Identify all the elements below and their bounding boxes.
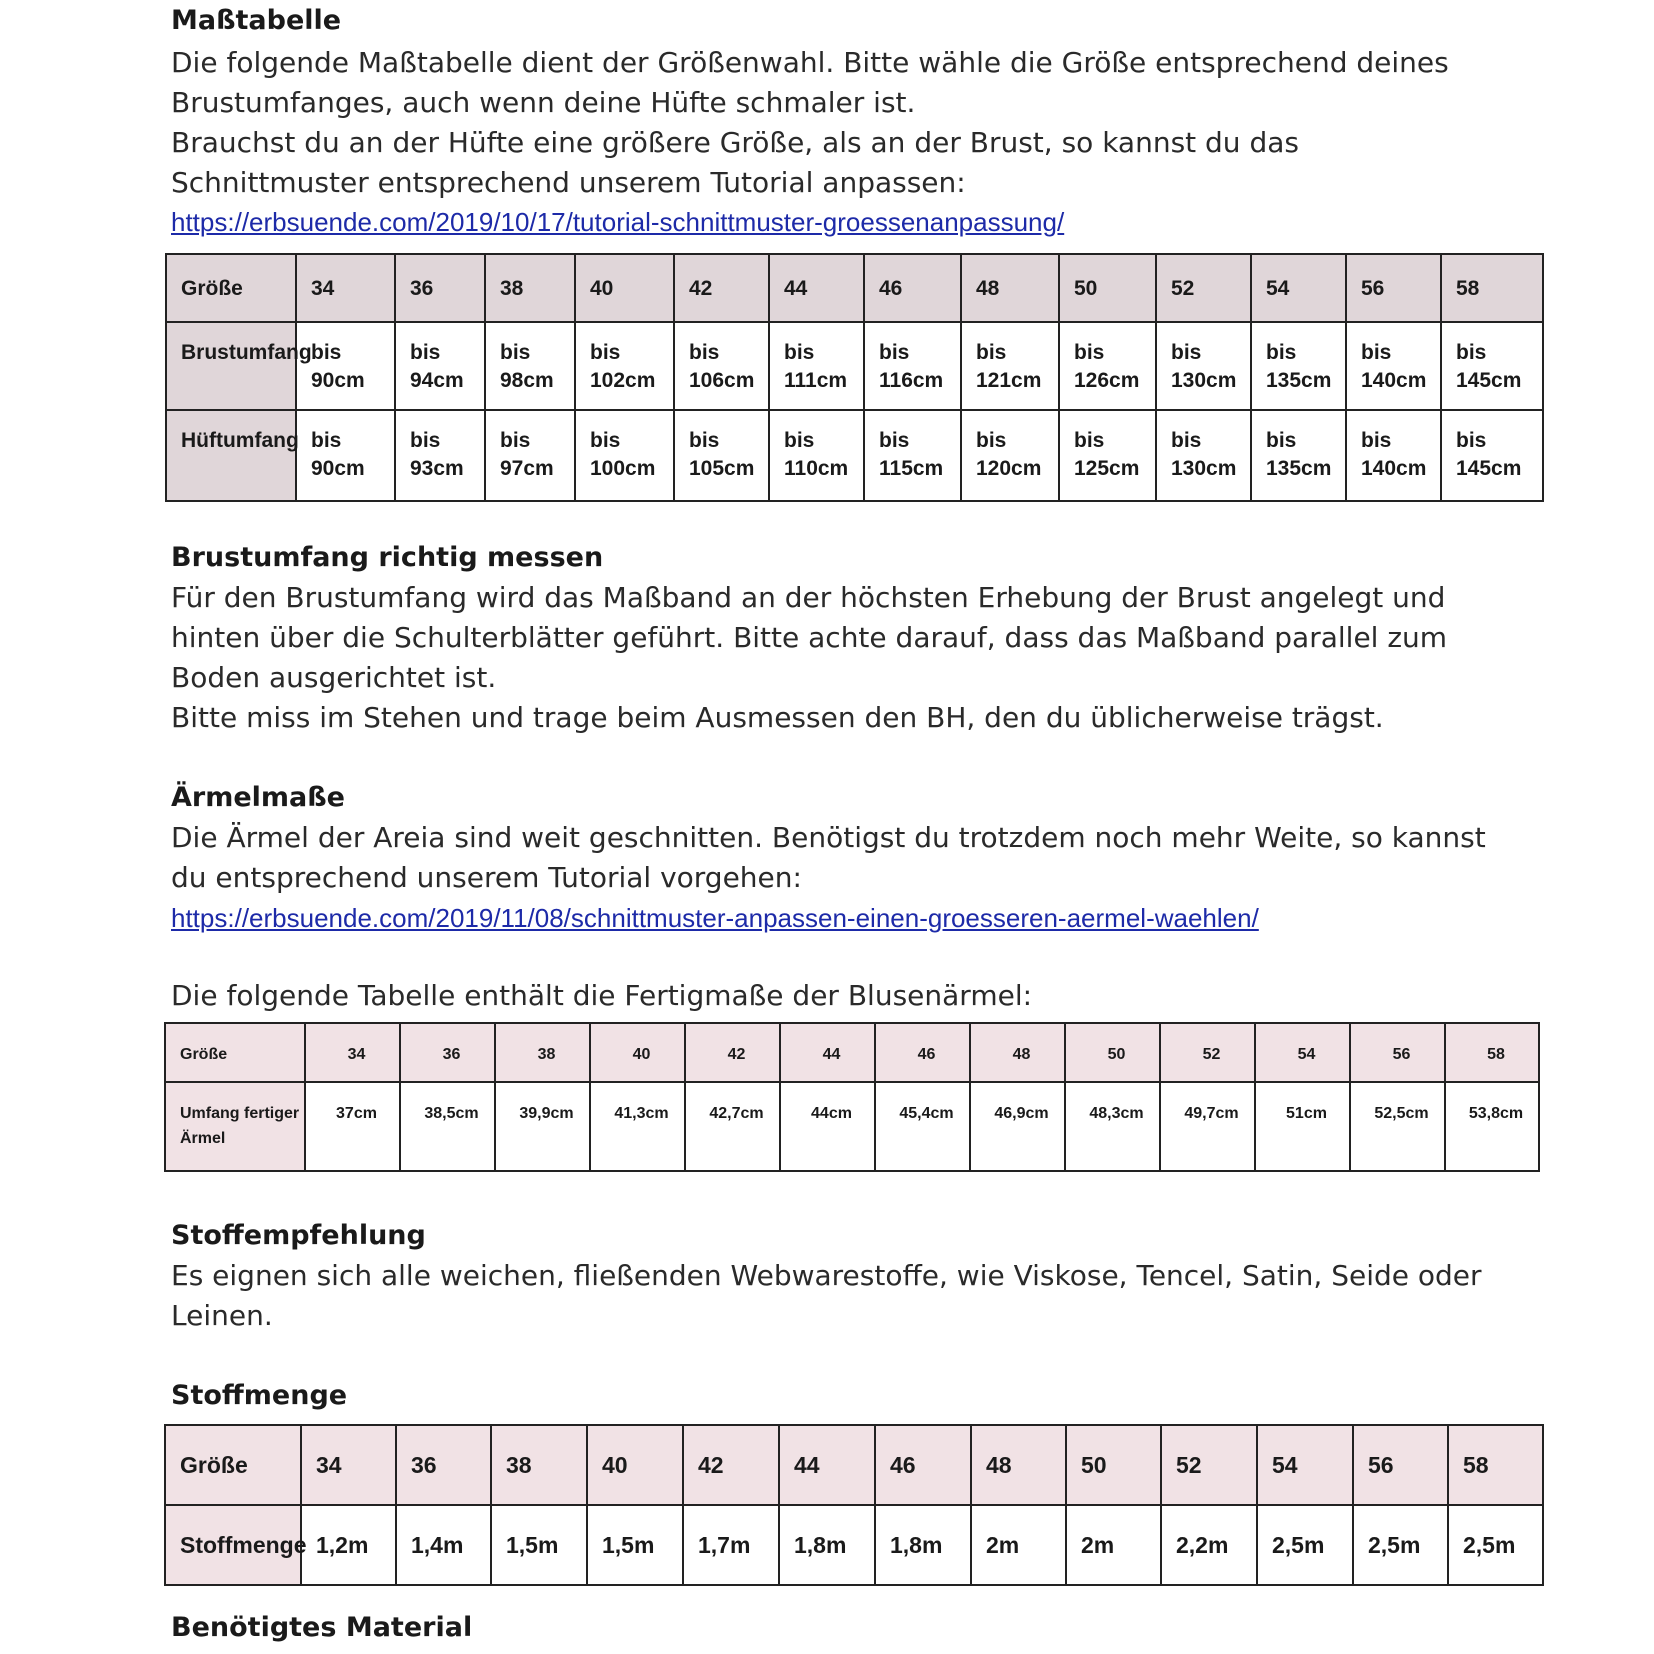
- text-line: Boden ausgerichtet ist.: [171, 661, 497, 694]
- table-cell: bis 94cm: [395, 322, 485, 410]
- table-cell: bis 115cm: [864, 410, 961, 501]
- size-table-header-cell: 40: [575, 254, 674, 322]
- table-cell: bis 106cm: [674, 322, 769, 410]
- table-cell: 1,2m: [301, 1505, 396, 1585]
- fabric-table-header-cell: 52: [1161, 1425, 1257, 1505]
- text-line: Schnittmuster entsprechend unserem Tutorial anpassen:: [171, 166, 966, 199]
- sleeve-table-header-cell: 50: [1065, 1023, 1160, 1082]
- text-line: Brustumfanges, auch wenn deine Hüfte schmaler ist.: [171, 86, 916, 119]
- row-label: Stoffmenge: [165, 1505, 301, 1585]
- table-cell: 1,7m: [683, 1505, 779, 1585]
- sleeve-table: [164, 1022, 1540, 1172]
- sleeve-table-header-cell: 58: [1445, 1023, 1539, 1082]
- fabric-table-header-cell: 56: [1353, 1425, 1448, 1505]
- size-table-header-cell: Größe: [166, 254, 296, 322]
- size-table-header-cell: 50: [1059, 254, 1156, 322]
- fabric-table-row: [165, 1505, 1543, 1585]
- sleeve-table-row: [165, 1082, 1539, 1171]
- fabric-table-header-cell: 44: [779, 1425, 875, 1505]
- fabric-table-header-cell: 48: [971, 1425, 1066, 1505]
- table-cell: 53,8cm: [1445, 1082, 1539, 1171]
- sleeve-table-header-cell: Größe: [165, 1023, 305, 1082]
- sleeve-table-header-cell: 54: [1255, 1023, 1350, 1082]
- sleeve-table-header-cell: 46: [875, 1023, 970, 1082]
- table-cell: 51cm: [1255, 1082, 1350, 1171]
- stoffempfehlung-heading: Stoffempfehlung: [171, 1220, 426, 1251]
- sleeve-table-header-cell: 44: [780, 1023, 875, 1082]
- size-table-header-row: [166, 254, 1543, 322]
- text-line: hinten über die Schulterblätter geführt. Bitte achte darauf, dass das Maßband parallel zum: [171, 621, 1448, 654]
- table-cell: 45,4cm: [875, 1082, 970, 1171]
- table-cell: 39,9cm: [495, 1082, 590, 1171]
- text-line: Brauchst du an der Hüfte eine größere Größe, als an der Brust, so kannst du das: [171, 126, 1299, 159]
- size-table-header-cell: 58: [1441, 254, 1543, 322]
- stoffempfehlung-text: [171, 1256, 1571, 1336]
- table-cell: bis 93cm: [395, 410, 485, 501]
- size-table-header-cell: 52: [1156, 254, 1251, 322]
- row-label: Hüftumfang: [166, 410, 296, 501]
- table-cell: 42,7cm: [685, 1082, 780, 1171]
- size-table-header-cell: 36: [395, 254, 485, 322]
- fabric-table-header-cell: 54: [1257, 1425, 1353, 1505]
- row-label: Brustumfang: [166, 322, 296, 410]
- text-line: Für den Brustumfang wird das Maßband an der höchsten Erhebung der Brust angelegt und: [171, 581, 1446, 614]
- table-cell: 1,4m: [396, 1505, 491, 1585]
- brustumfang-text: [171, 578, 1571, 738]
- aermel-link[interactable]: https://erbsuende.com/2019/11/08/schnittmuster-anpassen-einen-groesseren-aermel-waehlen/: [171, 903, 1259, 933]
- table-cell: bis 90cm: [296, 322, 395, 410]
- row-label: Umfang fertiger Ärmel: [165, 1082, 305, 1171]
- table-cell: 2m: [971, 1505, 1066, 1585]
- table-cell: bis 120cm: [961, 410, 1059, 501]
- fabric-table-header-cell: Größe: [165, 1425, 301, 1505]
- table-cell: bis 130cm: [1156, 410, 1251, 501]
- sleeve-table-header-cell: 52: [1160, 1023, 1255, 1082]
- table-cell: bis 110cm: [769, 410, 864, 501]
- table-cell: 38,5cm: [400, 1082, 495, 1171]
- table-cell: 41,3cm: [590, 1082, 685, 1171]
- sleeve-table-header-cell: 42: [685, 1023, 780, 1082]
- table-cell: bis 111cm: [769, 322, 864, 410]
- table-cell: bis 126cm: [1059, 322, 1156, 410]
- fabric-table-header-cell: 58: [1448, 1425, 1543, 1505]
- sleeve-table-header-cell: 34: [305, 1023, 400, 1082]
- table-cell: 1,5m: [587, 1505, 683, 1585]
- fabric-table: [164, 1424, 1544, 1586]
- text-line: Leinen.: [171, 1299, 273, 1332]
- groessenanpassung-link[interactable]: https://erbsuende.com/2019/10/17/tutorial-schnittmuster-groessenanpassung/: [171, 207, 1065, 237]
- table-cell: 44cm: [780, 1082, 875, 1171]
- size-table-header-cell: 46: [864, 254, 961, 322]
- aermel-heading: Ärmelmaße: [171, 782, 345, 813]
- table-cell: bis 140cm: [1346, 322, 1441, 410]
- text-line: Es eignen sich alle weichen, fließenden Webwarestoffe, wie Viskose, Tencel, Satin, Seide oder: [171, 1259, 1482, 1292]
- table-cell: bis 135cm: [1251, 322, 1346, 410]
- size-table-row-hueftumfang: [166, 410, 1543, 501]
- table-cell: bis 100cm: [575, 410, 674, 501]
- table-cell: 1,8m: [875, 1505, 971, 1585]
- sleeve-table-header-row: [165, 1023, 1539, 1082]
- table-cell: bis 116cm: [864, 322, 961, 410]
- masstabelle-heading: Maßtabelle: [171, 5, 342, 36]
- fabric-table-header-row: [165, 1425, 1543, 1505]
- text-line: du entsprechend unserem Tutorial vorgehen:: [171, 861, 802, 894]
- fabric-table-header-cell: 46: [875, 1425, 971, 1505]
- material-heading: Benötigtes Material: [171, 1612, 473, 1643]
- size-table: [165, 253, 1544, 502]
- sleeve-table-header-cell: 48: [970, 1023, 1065, 1082]
- size-table-header-cell: 54: [1251, 254, 1346, 322]
- table-cell: bis 98cm: [485, 322, 575, 410]
- table-cell: bis 135cm: [1251, 410, 1346, 501]
- text-line: Bitte miss im Stehen und trage beim Ausmessen den BH, den du üblicherweise trägst.: [171, 701, 1384, 734]
- sleeve-table-header-cell: 38: [495, 1023, 590, 1082]
- size-table-header-cell: 42: [674, 254, 769, 322]
- text-line: Die folgende Maßtabelle dient der Größenwahl. Bitte wähle die Größe entsprechend deines: [171, 46, 1449, 79]
- table-cell: 2,5m: [1353, 1505, 1448, 1585]
- stoffmenge-heading: Stoffmenge: [171, 1380, 348, 1411]
- size-table-header-cell: 38: [485, 254, 575, 322]
- fabric-table-header-cell: 38: [491, 1425, 587, 1505]
- sleeve-table-header-cell: 56: [1350, 1023, 1445, 1082]
- table-cell: 2,5m: [1257, 1505, 1353, 1585]
- masstabelle-text: [171, 43, 1571, 203]
- table-cell: bis 125cm: [1059, 410, 1156, 501]
- sleeve-table-header-cell: 36: [400, 1023, 495, 1082]
- size-table-header-cell: 56: [1346, 254, 1441, 322]
- table-cell: 2,5m: [1448, 1505, 1543, 1585]
- table-cell: bis 145cm: [1441, 322, 1543, 410]
- size-table-header-cell: 34: [296, 254, 395, 322]
- aermel-intro: Die folgende Tabelle enthält die Fertigmaße der Blusenärmel:: [171, 979, 1033, 1012]
- aermel-text: [171, 818, 1571, 898]
- table-cell: 2,2m: [1161, 1505, 1257, 1585]
- table-cell: 1,8m: [779, 1505, 875, 1585]
- table-cell: 52,5cm: [1350, 1082, 1445, 1171]
- table-cell: 2m: [1066, 1505, 1161, 1585]
- fabric-table-header-cell: 50: [1066, 1425, 1161, 1505]
- size-table-row-brustumfang: [166, 322, 1543, 410]
- table-cell: bis 121cm: [961, 322, 1059, 410]
- fabric-table-header-cell: 34: [301, 1425, 396, 1505]
- table-cell: 49,7cm: [1160, 1082, 1255, 1171]
- fabric-table-header-cell: 36: [396, 1425, 491, 1505]
- fabric-table-header-cell: 40: [587, 1425, 683, 1505]
- table-cell: bis 140cm: [1346, 410, 1441, 501]
- table-cell: bis 130cm: [1156, 322, 1251, 410]
- table-cell: 1,5m: [491, 1505, 587, 1585]
- fabric-table-header-cell: 42: [683, 1425, 779, 1505]
- table-cell: 48,3cm: [1065, 1082, 1160, 1171]
- sleeve-table-header-cell: 40: [590, 1023, 685, 1082]
- size-table-header-cell: 44: [769, 254, 864, 322]
- table-cell: bis 145cm: [1441, 410, 1543, 501]
- size-table-header-cell: 48: [961, 254, 1059, 322]
- table-cell: bis 90cm: [296, 410, 395, 501]
- brustumfang-heading: Brustumfang richtig messen: [171, 542, 604, 573]
- table-cell: bis 105cm: [674, 410, 769, 501]
- table-cell: 37cm: [305, 1082, 400, 1171]
- table-cell: bis 102cm: [575, 322, 674, 410]
- table-cell: 46,9cm: [970, 1082, 1065, 1171]
- table-cell: bis 97cm: [485, 410, 575, 501]
- text-line: Die Ärmel der Areia sind weit geschnitten. Benötigst du trotzdem noch mehr Weite, so kannst: [171, 821, 1486, 854]
